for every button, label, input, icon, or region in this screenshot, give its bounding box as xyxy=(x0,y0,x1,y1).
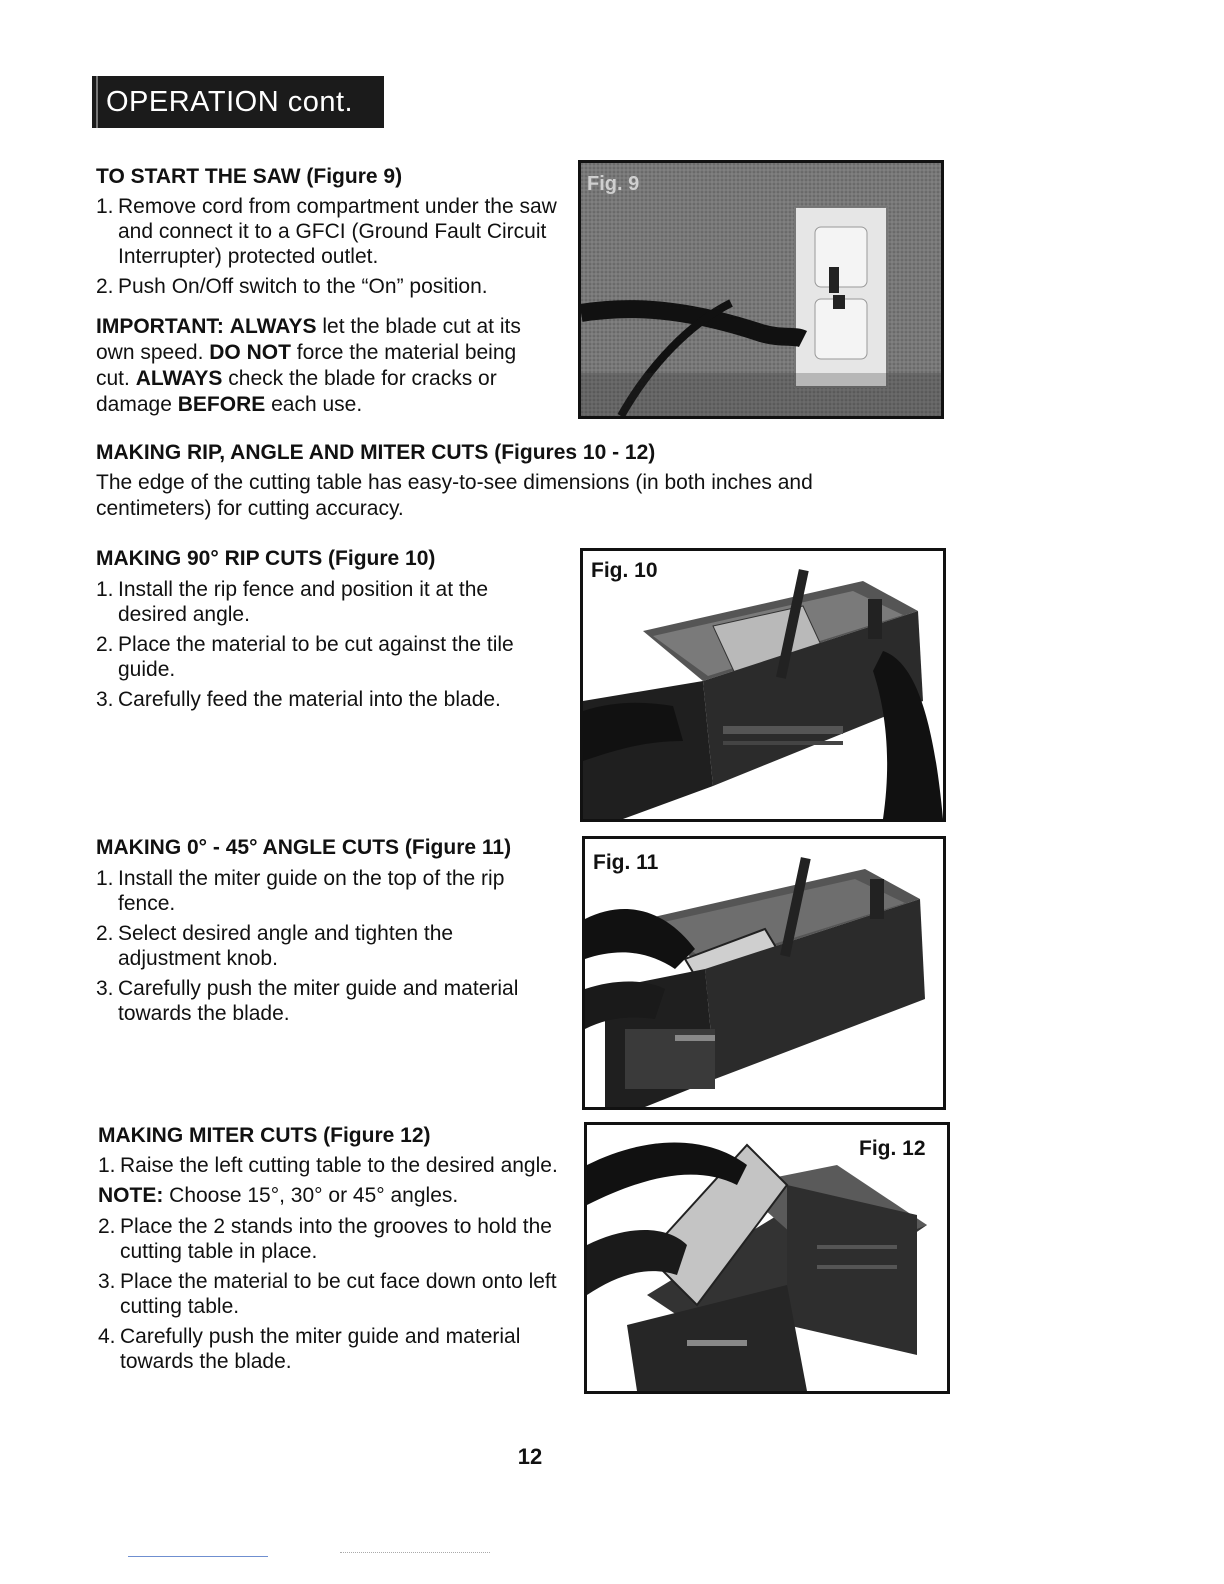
list-item xyxy=(98,1269,576,1319)
note-text: each use. xyxy=(265,393,363,416)
item-text: Select desired angle and tighten the adjustment knob. xyxy=(118,922,454,970)
figure-9-label: Fig. 9 xyxy=(587,173,640,195)
item-number: 2. xyxy=(98,1215,116,1238)
rip-angle-heading: MAKING RIP, ANGLE AND MITER CUTS (Figures 10 - 12) xyxy=(96,441,656,464)
list-item xyxy=(98,1153,576,1178)
start-heading: TO START THE SAW (Figure 9) xyxy=(96,165,403,188)
list-item xyxy=(96,687,556,712)
item-number: 3. xyxy=(96,688,114,711)
figure-9-photo xyxy=(578,160,944,419)
item-text: Raise the left cutting table to the desired angle. xyxy=(120,1154,558,1177)
figure-12-photo xyxy=(584,1122,950,1394)
item-text: Push On/Off switch to the “On” position. xyxy=(118,275,488,298)
note-text: Choose 15°, 30° or 45° angles. xyxy=(163,1184,459,1207)
section-title: OPERATION cont. xyxy=(106,86,354,118)
footer-rule xyxy=(128,1556,268,1557)
list-item xyxy=(96,274,574,299)
emphasis: BEFORE xyxy=(177,393,266,416)
item-number: 2. xyxy=(96,275,114,298)
miter-steps xyxy=(98,1153,576,1379)
item-text: Place the material to be cut face down onto left cutting table. xyxy=(120,1270,557,1318)
figure-10-label: Fig. 10 xyxy=(591,559,658,582)
tile-saw-miter-illustration xyxy=(587,1125,947,1391)
angle-steps xyxy=(96,866,556,1031)
list-item xyxy=(96,976,556,1026)
item-text: Place the 2 stands into the grooves to hold the cutting table in place. xyxy=(120,1215,552,1263)
tile-saw-rip-illustration xyxy=(583,551,943,819)
emphasis: ALWAYS xyxy=(229,315,317,338)
item-text: Place the material to be cut against the tile guide. xyxy=(118,633,514,681)
item-number: 3. xyxy=(96,977,114,1000)
page-number: 12 xyxy=(517,1444,543,1469)
list-item xyxy=(96,194,574,269)
figure-12-label: Fig. 12 xyxy=(859,1137,926,1160)
note-text: check the blade for cracks or damage xyxy=(96,367,497,416)
item-number: 2. xyxy=(96,633,114,656)
list-item xyxy=(96,866,556,916)
item-text: Install the rip fence and position it at the desired angle. xyxy=(118,578,489,626)
item-text: Install the miter guide on the top of the rip fence. xyxy=(118,867,505,915)
important-label: IMPORTANT: xyxy=(96,315,224,338)
figure-10-photo xyxy=(580,548,946,822)
list-item xyxy=(96,632,556,682)
item-text: Carefully push the miter guide and material towards the blade. xyxy=(120,1325,521,1373)
item-number: 1. xyxy=(98,1154,116,1177)
list-item xyxy=(96,577,556,627)
section-banner xyxy=(92,76,384,128)
angle-heading: MAKING 0° - 45° ANGLE CUTS (Figure 11) xyxy=(96,836,512,859)
figure-11-label: Fig. 11 xyxy=(593,851,659,874)
rip-angle-text: The edge of the cutting table has easy-to-see dimensions (in both inches and centimeters) for cutting accuracy. xyxy=(96,471,813,520)
list-item xyxy=(98,1324,576,1374)
emphasis: DO NOT xyxy=(209,341,291,364)
list-item xyxy=(98,1214,576,1264)
note-text: force the material being cut. xyxy=(96,341,517,390)
start-steps xyxy=(96,194,574,304)
rip90-steps xyxy=(96,577,556,717)
tile-saw-angle-illustration xyxy=(585,839,943,1107)
item-number: 1. xyxy=(96,195,114,218)
rip90-heading: MAKING 90° RIP CUTS (Figure 10) xyxy=(96,547,436,570)
figure-11-photo xyxy=(582,836,946,1110)
note-text: let the blade cut at its own speed. xyxy=(96,315,521,364)
miter-heading: MAKING MITER CUTS (Figure 12) xyxy=(98,1124,431,1147)
note-label: NOTE: xyxy=(98,1184,164,1207)
item-number: 4. xyxy=(98,1325,116,1348)
item-number: 1. xyxy=(96,578,114,601)
emphasis: ALWAYS xyxy=(135,367,223,390)
list-item xyxy=(96,921,556,971)
item-number: 1. xyxy=(96,867,114,890)
item-number: 3. xyxy=(98,1270,116,1293)
important-note xyxy=(96,314,546,418)
miter-note xyxy=(98,1183,576,1209)
item-text: Remove cord from compartment under the saw and connect it to a GFCI (Ground Fault Circuit Interrupter) protected outlet. xyxy=(118,195,557,268)
item-number: 2. xyxy=(96,922,114,945)
item-text: Carefully push the miter guide and material towards the blade. xyxy=(118,977,519,1025)
footer-dots xyxy=(340,1552,490,1553)
outlet-photo-illustration xyxy=(581,163,941,416)
item-text: Carefully feed the material into the blade. xyxy=(118,688,501,711)
